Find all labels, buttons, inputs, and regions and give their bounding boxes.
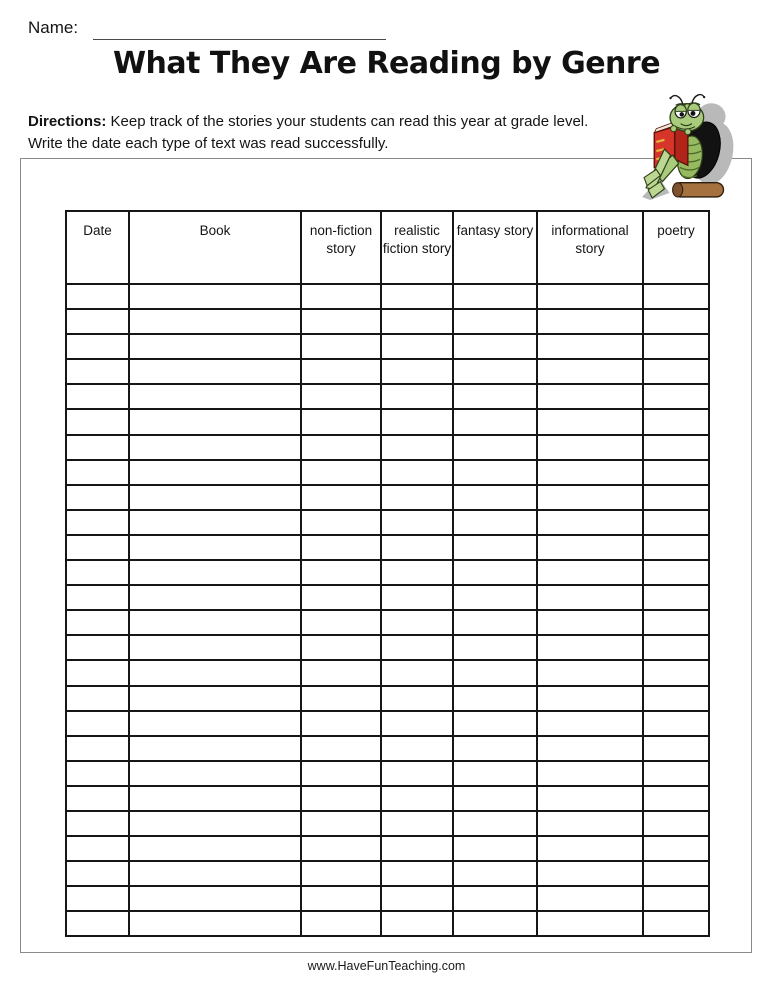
empty-cell[interactable]: [66, 560, 129, 585]
empty-cell[interactable]: [381, 610, 453, 635]
empty-cell[interactable]: [453, 510, 537, 535]
empty-cell[interactable]: [66, 435, 129, 460]
empty-cell[interactable]: [301, 460, 381, 485]
empty-cell[interactable]: [301, 535, 381, 560]
empty-cell[interactable]: [301, 711, 381, 736]
table-row: [66, 836, 709, 861]
empty-cell[interactable]: [66, 660, 129, 685]
empty-cell[interactable]: [381, 686, 453, 711]
empty-cell[interactable]: [129, 309, 301, 334]
empty-cell[interactable]: [129, 284, 301, 309]
empty-cell[interactable]: [66, 510, 129, 535]
empty-cell[interactable]: [381, 761, 453, 786]
empty-cell[interactable]: [129, 836, 301, 861]
empty-cell[interactable]: [129, 535, 301, 560]
table-row: [66, 334, 709, 359]
empty-cell[interactable]: [301, 911, 381, 936]
empty-cell[interactable]: [66, 384, 129, 409]
empty-cell[interactable]: [129, 384, 301, 409]
empty-cell[interactable]: [537, 309, 643, 334]
empty-cell[interactable]: [643, 660, 709, 685]
empty-cell[interactable]: [453, 284, 537, 309]
table-row: [66, 761, 709, 786]
empty-cell[interactable]: [643, 736, 709, 761]
empty-cell[interactable]: [537, 861, 643, 886]
empty-cell[interactable]: [301, 359, 381, 384]
table-row: [66, 435, 709, 460]
empty-cell[interactable]: [301, 560, 381, 585]
empty-cell[interactable]: [301, 861, 381, 886]
empty-cell[interactable]: [301, 510, 381, 535]
col-header-poetry: poetry: [643, 211, 709, 284]
empty-cell[interactable]: [381, 384, 453, 409]
empty-cell[interactable]: [66, 761, 129, 786]
empty-cell[interactable]: [129, 610, 301, 635]
empty-cell[interactable]: [537, 761, 643, 786]
empty-cell[interactable]: [537, 510, 643, 535]
directions-text: [28, 111, 648, 155]
table-row: [66, 736, 709, 761]
empty-cell[interactable]: [66, 334, 129, 359]
empty-cell[interactable]: [129, 510, 301, 535]
empty-cell[interactable]: [537, 409, 643, 434]
empty-cell[interactable]: [643, 786, 709, 811]
empty-cell[interactable]: [453, 384, 537, 409]
empty-cell[interactable]: [381, 485, 453, 510]
empty-cell[interactable]: [537, 585, 643, 610]
empty-cell[interactable]: [537, 836, 643, 861]
empty-cell[interactable]: [453, 435, 537, 460]
empty-cell[interactable]: [453, 635, 537, 660]
col-header-date: Date: [66, 211, 129, 284]
empty-cell[interactable]: [537, 359, 643, 384]
empty-cell[interactable]: [66, 284, 129, 309]
empty-cell[interactable]: [537, 635, 643, 660]
antennae: [669, 95, 705, 105]
directions-line-1: [28, 111, 648, 133]
table-row: [66, 610, 709, 635]
directions-line-2: Write the date each type of text was read successfully.: [28, 135, 389, 152]
empty-cell[interactable]: [537, 811, 643, 836]
table-row: [66, 560, 709, 585]
empty-cell[interactable]: [301, 309, 381, 334]
header-row: [66, 211, 709, 284]
empty-cell[interactable]: [643, 460, 709, 485]
table-row: [66, 284, 709, 309]
empty-cell[interactable]: [537, 535, 643, 560]
empty-cell[interactable]: [453, 560, 537, 585]
empty-cell[interactable]: [129, 686, 301, 711]
empty-cell[interactable]: [643, 811, 709, 836]
empty-cell[interactable]: [643, 560, 709, 585]
col-header-informational-story: informational story: [537, 211, 643, 284]
empty-cell[interactable]: [129, 786, 301, 811]
empty-cell[interactable]: [381, 836, 453, 861]
empty-cell[interactable]: [381, 635, 453, 660]
empty-cell[interactable]: [537, 435, 643, 460]
grasshopper-reading-icon: [641, 92, 749, 200]
empty-cell[interactable]: [381, 309, 453, 334]
empty-cell[interactable]: [129, 409, 301, 434]
table-row: [66, 861, 709, 886]
empty-cell[interactable]: [381, 510, 453, 535]
empty-cell[interactable]: [129, 560, 301, 585]
empty-cell[interactable]: [66, 786, 129, 811]
empty-cell[interactable]: [537, 736, 643, 761]
empty-cell[interactable]: [453, 786, 537, 811]
empty-cell[interactable]: [643, 711, 709, 736]
empty-cell[interactable]: [537, 384, 643, 409]
empty-cell[interactable]: [643, 836, 709, 861]
empty-cell[interactable]: [129, 811, 301, 836]
empty-cell[interactable]: [381, 861, 453, 886]
empty-cell[interactable]: [537, 485, 643, 510]
empty-cell[interactable]: [453, 610, 537, 635]
empty-cell[interactable]: [129, 435, 301, 460]
empty-cell[interactable]: [301, 811, 381, 836]
empty-cell[interactable]: [453, 309, 537, 334]
empty-cell[interactable]: [129, 460, 301, 485]
page-title: What They Are Reading by Genre: [112, 46, 661, 81]
empty-cell[interactable]: [381, 786, 453, 811]
empty-cell[interactable]: [537, 711, 643, 736]
empty-cell[interactable]: [643, 409, 709, 434]
empty-cell[interactable]: [66, 610, 129, 635]
empty-cell[interactable]: [66, 811, 129, 836]
empty-cell[interactable]: [643, 761, 709, 786]
empty-cell[interactable]: [301, 610, 381, 635]
empty-cell[interactable]: [66, 886, 129, 911]
empty-cell[interactable]: [66, 911, 129, 936]
empty-cell[interactable]: [301, 786, 381, 811]
empty-cell[interactable]: [453, 409, 537, 434]
empty-cell[interactable]: [453, 460, 537, 485]
empty-cell[interactable]: [301, 686, 381, 711]
table-row: [66, 510, 709, 535]
empty-cell[interactable]: [453, 711, 537, 736]
empty-cell[interactable]: [643, 510, 709, 535]
empty-cell[interactable]: [66, 736, 129, 761]
empty-cell[interactable]: [381, 334, 453, 359]
empty-cell[interactable]: [381, 711, 453, 736]
directions-label: Directions:: [28, 113, 107, 130]
empty-cell[interactable]: [643, 886, 709, 911]
empty-cell[interactable]: [301, 485, 381, 510]
empty-cell[interactable]: [643, 911, 709, 936]
table-row: [66, 409, 709, 434]
empty-cell[interactable]: [381, 660, 453, 685]
table-row: [66, 911, 709, 936]
empty-cell[interactable]: [643, 610, 709, 635]
empty-cell[interactable]: [453, 485, 537, 510]
empty-cell[interactable]: [643, 686, 709, 711]
empty-cell[interactable]: [643, 535, 709, 560]
empty-cell[interactable]: [301, 409, 381, 434]
empty-cell[interactable]: [301, 886, 381, 911]
col-header-fantasy-story: fantasy story: [453, 211, 537, 284]
empty-cell[interactable]: [453, 359, 537, 384]
empty-cell[interactable]: [453, 836, 537, 861]
empty-cell[interactable]: [129, 485, 301, 510]
empty-cell[interactable]: [453, 686, 537, 711]
empty-cell[interactable]: [129, 886, 301, 911]
directions-line1-text: Keep track of the stories your students can read this year at grade level.: [106, 113, 589, 130]
table-row: [66, 535, 709, 560]
empty-cell[interactable]: [129, 660, 301, 685]
empty-cell[interactable]: [66, 585, 129, 610]
empty-cell[interactable]: [453, 535, 537, 560]
empty-cell[interactable]: [301, 761, 381, 786]
footer-url: www.HaveFunTeaching.com: [307, 959, 466, 973]
empty-cell[interactable]: [453, 911, 537, 936]
empty-cell[interactable]: [381, 585, 453, 610]
empty-cell[interactable]: [381, 284, 453, 309]
table-row: [66, 711, 709, 736]
table-row: [66, 309, 709, 334]
empty-cell[interactable]: [537, 560, 643, 585]
empty-cell[interactable]: [129, 711, 301, 736]
empty-cell[interactable]: [66, 485, 129, 510]
empty-cell[interactable]: [453, 861, 537, 886]
empty-cell[interactable]: [537, 334, 643, 359]
empty-cell[interactable]: [301, 284, 381, 309]
name-blank-line[interactable]: [93, 22, 386, 40]
empty-cell[interactable]: [301, 836, 381, 861]
empty-cell[interactable]: [381, 460, 453, 485]
table-row: [66, 786, 709, 811]
empty-cell[interactable]: [66, 861, 129, 886]
empty-cell[interactable]: [129, 911, 301, 936]
empty-cell[interactable]: [537, 686, 643, 711]
empty-cell[interactable]: [66, 309, 129, 334]
empty-cell[interactable]: [381, 886, 453, 911]
empty-cell[interactable]: [453, 585, 537, 610]
empty-cell[interactable]: [643, 284, 709, 309]
empty-cell[interactable]: [301, 585, 381, 610]
empty-cell[interactable]: [537, 460, 643, 485]
empty-cell[interactable]: [643, 359, 709, 384]
table-row: [66, 460, 709, 485]
table-row: [66, 886, 709, 911]
reading-log-table-body: [66, 284, 709, 936]
empty-cell[interactable]: [537, 660, 643, 685]
empty-cell[interactable]: [129, 736, 301, 761]
empty-cell[interactable]: [643, 309, 709, 334]
empty-cell[interactable]: [537, 911, 643, 936]
empty-cell[interactable]: [66, 535, 129, 560]
empty-cell[interactable]: [66, 686, 129, 711]
col-header-book: Book: [129, 211, 301, 284]
empty-cell[interactable]: [129, 761, 301, 786]
empty-cell[interactable]: [453, 736, 537, 761]
empty-cell[interactable]: [381, 911, 453, 936]
empty-cell[interactable]: [129, 359, 301, 384]
name-label: Name:: [28, 18, 79, 37]
empty-cell[interactable]: [301, 635, 381, 660]
empty-cell[interactable]: [301, 736, 381, 761]
empty-cell[interactable]: [66, 836, 129, 861]
empty-cell[interactable]: [66, 409, 129, 434]
empty-cell[interactable]: [129, 334, 301, 359]
empty-cell[interactable]: [381, 736, 453, 761]
empty-cell[interactable]: [381, 359, 453, 384]
table-row: [66, 660, 709, 685]
table-row: [66, 585, 709, 610]
empty-cell[interactable]: [643, 435, 709, 460]
log: [673, 183, 724, 197]
table-row: [66, 384, 709, 409]
table-row: [66, 359, 709, 384]
empty-cell[interactable]: [66, 635, 129, 660]
empty-cell[interactable]: [381, 560, 453, 585]
empty-cell[interactable]: [381, 811, 453, 836]
empty-cell[interactable]: [129, 861, 301, 886]
empty-cell[interactable]: [453, 334, 537, 359]
empty-cell[interactable]: [301, 334, 381, 359]
col-header-non-fiction-story: non-fiction story: [301, 211, 381, 284]
empty-cell[interactable]: [66, 460, 129, 485]
empty-cell[interactable]: [301, 384, 381, 409]
empty-cell[interactable]: [537, 284, 643, 309]
empty-cell[interactable]: [453, 886, 537, 911]
empty-cell[interactable]: [66, 359, 129, 384]
empty-cell[interactable]: [453, 811, 537, 836]
empty-cell[interactable]: [301, 660, 381, 685]
empty-cell[interactable]: [643, 585, 709, 610]
reading-log-table: [65, 210, 710, 937]
empty-cell[interactable]: [66, 711, 129, 736]
empty-cell[interactable]: [381, 435, 453, 460]
empty-cell[interactable]: [453, 660, 537, 685]
empty-cell[interactable]: [643, 485, 709, 510]
empty-cell[interactable]: [643, 635, 709, 660]
empty-cell[interactable]: [381, 409, 453, 434]
empty-cell[interactable]: [129, 635, 301, 660]
table-row: [66, 635, 709, 660]
empty-cell[interactable]: [643, 384, 709, 409]
empty-cell[interactable]: [643, 861, 709, 886]
empty-cell[interactable]: [537, 610, 643, 635]
empty-cell[interactable]: [643, 334, 709, 359]
col-header-realistic-fiction-story: realistic fiction story: [381, 211, 453, 284]
table-row: [66, 485, 709, 510]
empty-cell[interactable]: [537, 786, 643, 811]
empty-cell[interactable]: [453, 761, 537, 786]
empty-cell[interactable]: [129, 585, 301, 610]
empty-cell[interactable]: [537, 886, 643, 911]
table-row: [66, 686, 709, 711]
table-row: [66, 811, 709, 836]
empty-cell[interactable]: [301, 435, 381, 460]
empty-cell[interactable]: [381, 535, 453, 560]
